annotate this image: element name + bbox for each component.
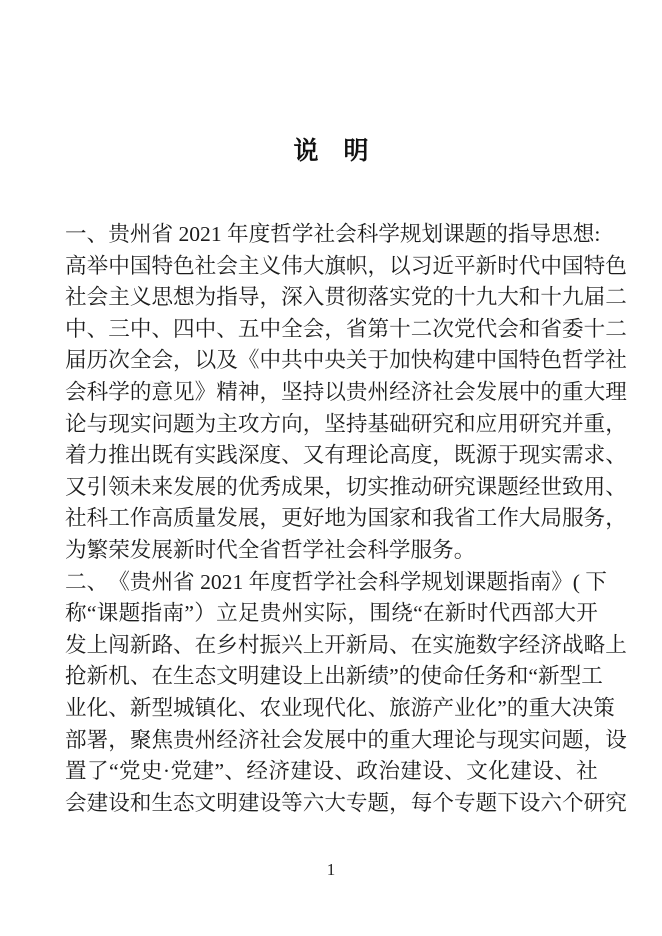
line-text: 抢 新 机 、 在 生 态 文 明 建 设 上 出 新 绩 ” 的 使 命 任 务 和 “ 新 型 工 <box>65 664 603 689</box>
line-text: 届 历 次 全 会 ， 以 及 《 中 共 中 央 关 于 加 快 构 建 中 国 特 色 哲 学 社 <box>65 348 627 373</box>
text-line <box>65 598 598 630</box>
paragraph-1 <box>65 219 627 567</box>
text-line <box>65 282 627 314</box>
line-text: 二 、 《 贵 州 省 2 0 2 1 年 度 哲 学 社 会 科 学 规 划 课 题 指 南 》 ( 下 <box>65 569 608 594</box>
line-text: 论 与 现 实 问 题 为 主 攻 方 向 ， 坚 持 基 础 研 究 和 应 用 研 究 并 重 ， <box>65 411 627 436</box>
line-text: 又 引 领 未 来 发 展 的 优 秀 成 果 ， 切 实 推 动 研 究 课 题 经 世 致 用 、 <box>65 474 627 499</box>
text-line <box>65 630 627 662</box>
text-line <box>65 788 627 820</box>
line-text: 社 会 主 义 思 想 为 指 导 ， 深 入 贯 彻 落 实 党 的 十 九 大 和 十 九 届 二 <box>65 285 627 310</box>
text-line <box>65 345 627 377</box>
text-line <box>65 567 608 599</box>
line-text: 一 、 贵 州 省 2 0 2 1 年 度 哲 学 社 会 科 学 规 划 课 题 的 指 导 思 想 : <box>65 222 601 246</box>
document-body <box>65 219 627 819</box>
text-line <box>65 314 627 346</box>
line-text: 高 举 中 国 特 色 社 会 主 义 伟 大 旗 帜 ， 以 习 近 平 新 时 代 中 国 特 色 <box>65 253 627 278</box>
text-line <box>65 725 627 757</box>
text-line <box>65 440 627 472</box>
line-text: 部 署 ， 聚 焦 贵 州 经 济 社 会 发 展 中 的 重 大 理 论 与 现 实 问 题 ， 设 <box>65 727 627 752</box>
text-line: 为繁荣发展新时代全省哲学社会科学服务。 <box>65 537 476 562</box>
text-line <box>65 693 615 725</box>
page-number: 1 <box>326 860 336 879</box>
paragraph-2 <box>65 567 627 820</box>
text-line <box>65 219 601 251</box>
line-text: 业 化 、 新 型 城 镇 化 、 农 业 现 代 化 、 旅 游 产 业 化 ” 的 重 大 决 策 <box>65 695 615 720</box>
line-text: 会 建 设 和 生 态 文 明 建 设 等 六 大 专 题 ， 每 个 专 题 下 设 六 个 研 究 <box>65 790 627 815</box>
text-line <box>65 661 603 693</box>
page-title: 说 明 <box>293 136 369 165</box>
text-line <box>65 472 627 504</box>
text-line <box>65 377 627 409</box>
line-text: 会 科 学 的 意 见 》 精 神 ， 坚 持 以 贵 州 经 济 社 会 发 展 中 的 重 大 理 <box>65 379 627 404</box>
line-text: 发 上 闯 新 路 、 在 乡 村 振 兴 上 开 新 局 、 在 实 施 数 字 经 济 战 略 上 <box>65 632 627 657</box>
line-text: 置 了 “ 党 史 · 党 建 ” 、 经 济 建 设 、 政 治 建 设 、 文 化 建 设 、 社 <box>65 759 598 784</box>
text-line <box>65 756 598 788</box>
line-text: 称 “ 课 题 指 南 ” ） 立 足 贵 州 实 际 ， 围 绕 “ 在 新 时 代 西 部 大 开 <box>65 601 598 626</box>
text-line <box>65 251 627 283</box>
line-text: 中 、 三 中 、 四 中 、 五 中 全 会 ， 省 第 十 二 次 党 代 会 和 省 委 十 二 <box>65 316 627 341</box>
line-text: 社 科 工 作 高 质 量 发 展 ， 更 好 地 为 国 家 和 我 省 工 作 大 局 服 务 ， <box>65 506 627 531</box>
text-line <box>65 503 627 535</box>
line-text: 着 力 推 出 既 有 实 践 深 度 、 又 有 理 论 高 度 ， 既 源 于 现 实 需 求 、 <box>65 443 627 468</box>
text-line <box>65 409 627 441</box>
